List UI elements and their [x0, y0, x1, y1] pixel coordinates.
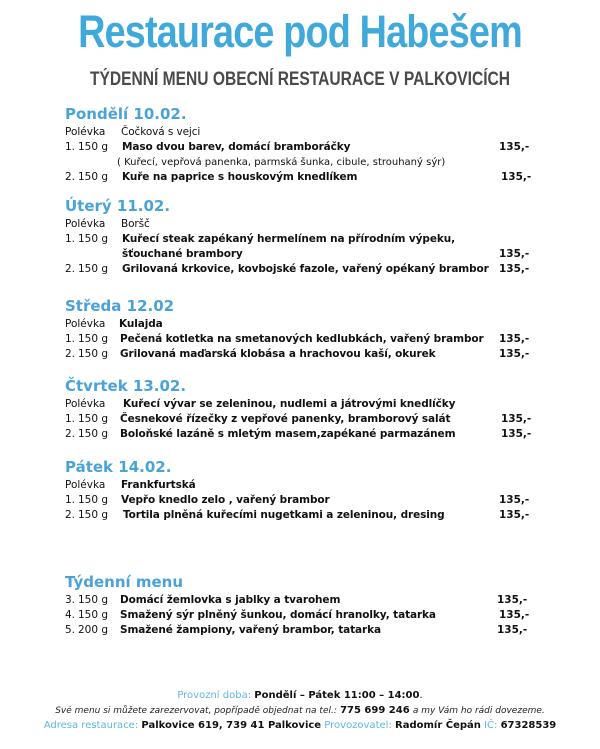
menu-item-row — [65, 593, 528, 608]
menu-item-row — [65, 140, 530, 155]
item-price: 135,- — [499, 348, 530, 360]
item-number: 2. — [65, 348, 76, 360]
menu-item-row — [65, 427, 532, 442]
item-weight: 150 g — [78, 333, 109, 345]
address-value: Palkovice 619, 739 41 Palkovice — [141, 720, 322, 731]
day-heading: Středa 12.02 — [65, 297, 175, 315]
menu-item-row — [65, 412, 532, 427]
menu-item-row — [65, 508, 530, 523]
item-number: 1. — [65, 494, 76, 506]
operator-label: Provozovatel: — [324, 720, 392, 731]
soup-label: Polévka — [65, 398, 106, 410]
item-note-row — [65, 155, 525, 170]
item-price: 135,- — [499, 333, 530, 345]
item-name: Grilovaná maďarská klobása a hrachovou kaší, okurek — [120, 348, 436, 360]
soup-name: Boršč — [121, 218, 150, 230]
footer-hours — [0, 688, 600, 703]
soup-row — [65, 397, 525, 412]
item-weight: 150 g — [78, 263, 109, 275]
item-weight: 150 g — [78, 413, 109, 425]
item-name: Kuřecí steak zapékaný hermelínem na přírodním výpeku, — [122, 233, 455, 245]
item-name: Vepřo knedlo zelo , vařený brambor — [121, 494, 330, 506]
restaurant-title: Restaurace pod Habešem — [78, 6, 522, 57]
item-price: 135,- — [499, 494, 530, 506]
item-name: Kuře na paprice s houskovým knedlíkem — [122, 171, 358, 183]
soup-name: Frankfurtská — [121, 479, 196, 491]
item-number: 2. — [65, 171, 76, 183]
menu-item-row — [65, 170, 532, 185]
address-label: Adresa restaurace: — [43, 720, 139, 731]
soup-label: Polévka — [65, 318, 106, 330]
day-heading: Pondělí 10.02. — [65, 105, 187, 123]
item-name-continued: šťouchané brambory — [122, 248, 243, 260]
soup-label: Polévka — [65, 479, 106, 491]
menu-item-row — [65, 608, 530, 623]
soup-row — [65, 317, 525, 332]
item-weight: 150 g — [78, 428, 109, 440]
item-name: Česnekové řízečky z vepřové panenky, bramborový salát — [120, 413, 451, 425]
ic-value: 67328539 — [500, 720, 557, 731]
ic-label: IČ: — [484, 720, 498, 731]
day-section-tuesday — [65, 197, 530, 277]
item-weight: 150 g — [78, 494, 109, 506]
item-weight: 150 g — [78, 233, 109, 245]
reservation-text-end: a my Vám ho rádi dovezeme. — [412, 706, 545, 716]
day-heading: Pátek 14.02. — [65, 458, 172, 476]
soup-label: Polévka — [65, 218, 106, 230]
item-price: 135,- — [497, 624, 528, 636]
item-price: 135,- — [499, 609, 530, 621]
day-section-wednesday — [65, 297, 530, 362]
item-number: 4. — [65, 609, 76, 621]
item-name: Smažený sýr plněný šunkou, domácí hranolky, tatarka — [120, 609, 436, 621]
item-weight: 150 g — [78, 141, 109, 153]
item-name: Pečená kotletka na smetanových kedlubkách, vařený brambor — [120, 333, 484, 345]
item-number: 5. — [65, 624, 76, 636]
soup-row — [65, 125, 525, 140]
menu-item-row — [65, 262, 530, 277]
phone-number[interactable]: 775 699 246 — [340, 705, 410, 716]
day-heading: Úterý 11.02. — [65, 197, 171, 215]
item-number: 1. — [65, 233, 76, 245]
reservation-text: Své menu si můžete zarezervovat, popřípadě objednat na tel.: — [55, 706, 337, 716]
item-price: 135,- — [497, 594, 528, 606]
item-weight: 150 g — [78, 509, 109, 521]
item-weight: 150 g — [78, 171, 109, 183]
hours-label: Provozní doba: — [177, 690, 252, 701]
item-weight: 150 g — [78, 348, 109, 360]
menu-item-row-cont — [65, 247, 530, 262]
item-note: ( Kuřecí, vepřová panenka, parmská šunka, cibule, strouhaný sýr) — [117, 157, 446, 168]
item-price: 135,- — [499, 509, 530, 521]
footer-reservation — [0, 703, 600, 719]
soup-row — [65, 217, 525, 232]
item-price: 135,- — [501, 428, 532, 440]
item-price: 135,- — [499, 248, 530, 260]
item-price: 135,- — [499, 263, 530, 275]
item-number: 2. — [65, 428, 76, 440]
soup-name: Kuřecí vývar se zeleninou, nudlemi a játrovými knedlíčky — [123, 398, 456, 410]
item-number: 3. — [65, 594, 76, 606]
item-name: Tortila plněná kuřecími nugetkami a zeleninou, dresing — [123, 509, 445, 521]
item-name: Maso dvou barev, domácí bramboráčky — [122, 141, 351, 153]
day-section-friday — [65, 458, 530, 523]
menu-item-row — [65, 232, 525, 247]
menu-subtitle: TÝDENNÍ MENU OBECNÍ RESTAURACE V PALKOVICÍCH — [89, 69, 511, 90]
item-weight: 200 g — [78, 624, 109, 636]
item-number: 2. — [65, 509, 76, 521]
item-weight: 150 g — [78, 594, 109, 606]
soup-name: Kulajda — [119, 318, 163, 330]
weekly-heading: Týdenní menu — [65, 573, 184, 591]
footer-address — [0, 718, 600, 733]
item-name: Domácí žemlovka s jablky a tvarohem — [120, 594, 341, 606]
menu-item-row — [65, 332, 530, 347]
soup-row — [65, 478, 525, 493]
operator-value: Radomír Čepán — [395, 720, 481, 731]
day-section-thursday — [65, 377, 532, 442]
item-weight: 150 g — [78, 609, 109, 621]
item-number: 1. — [65, 413, 76, 425]
hours-value: Pondělí – Pátek 11:00 – 14:00 — [254, 690, 420, 701]
weekly-menu-section — [65, 573, 530, 638]
menu-item-row — [65, 347, 530, 362]
item-price: 135,- — [499, 141, 530, 153]
item-price: 135,- — [501, 171, 532, 183]
item-number: 1. — [65, 333, 76, 345]
soup-label: Polévka — [65, 126, 106, 138]
item-number: 1. — [65, 141, 76, 153]
item-name: Smažené žampiony, vařený brambor, tatarka — [120, 624, 381, 636]
item-name: Grilovaná krkovice, kovbojské fazole, vařený opékaný brambor — [122, 263, 489, 275]
soup-name: Čočková s vejci — [121, 126, 201, 138]
item-price: 135,- — [501, 413, 532, 425]
menu-item-row — [65, 623, 528, 638]
item-name: Boloňské lazáně s mletým masem,zapékané parmazánem — [120, 428, 456, 440]
day-heading: Čtvrtek 13.02. — [65, 377, 187, 395]
day-section-monday — [65, 105, 532, 185]
hours-end: . — [419, 690, 423, 701]
item-number: 2. — [65, 263, 76, 275]
menu-item-row — [65, 493, 530, 508]
